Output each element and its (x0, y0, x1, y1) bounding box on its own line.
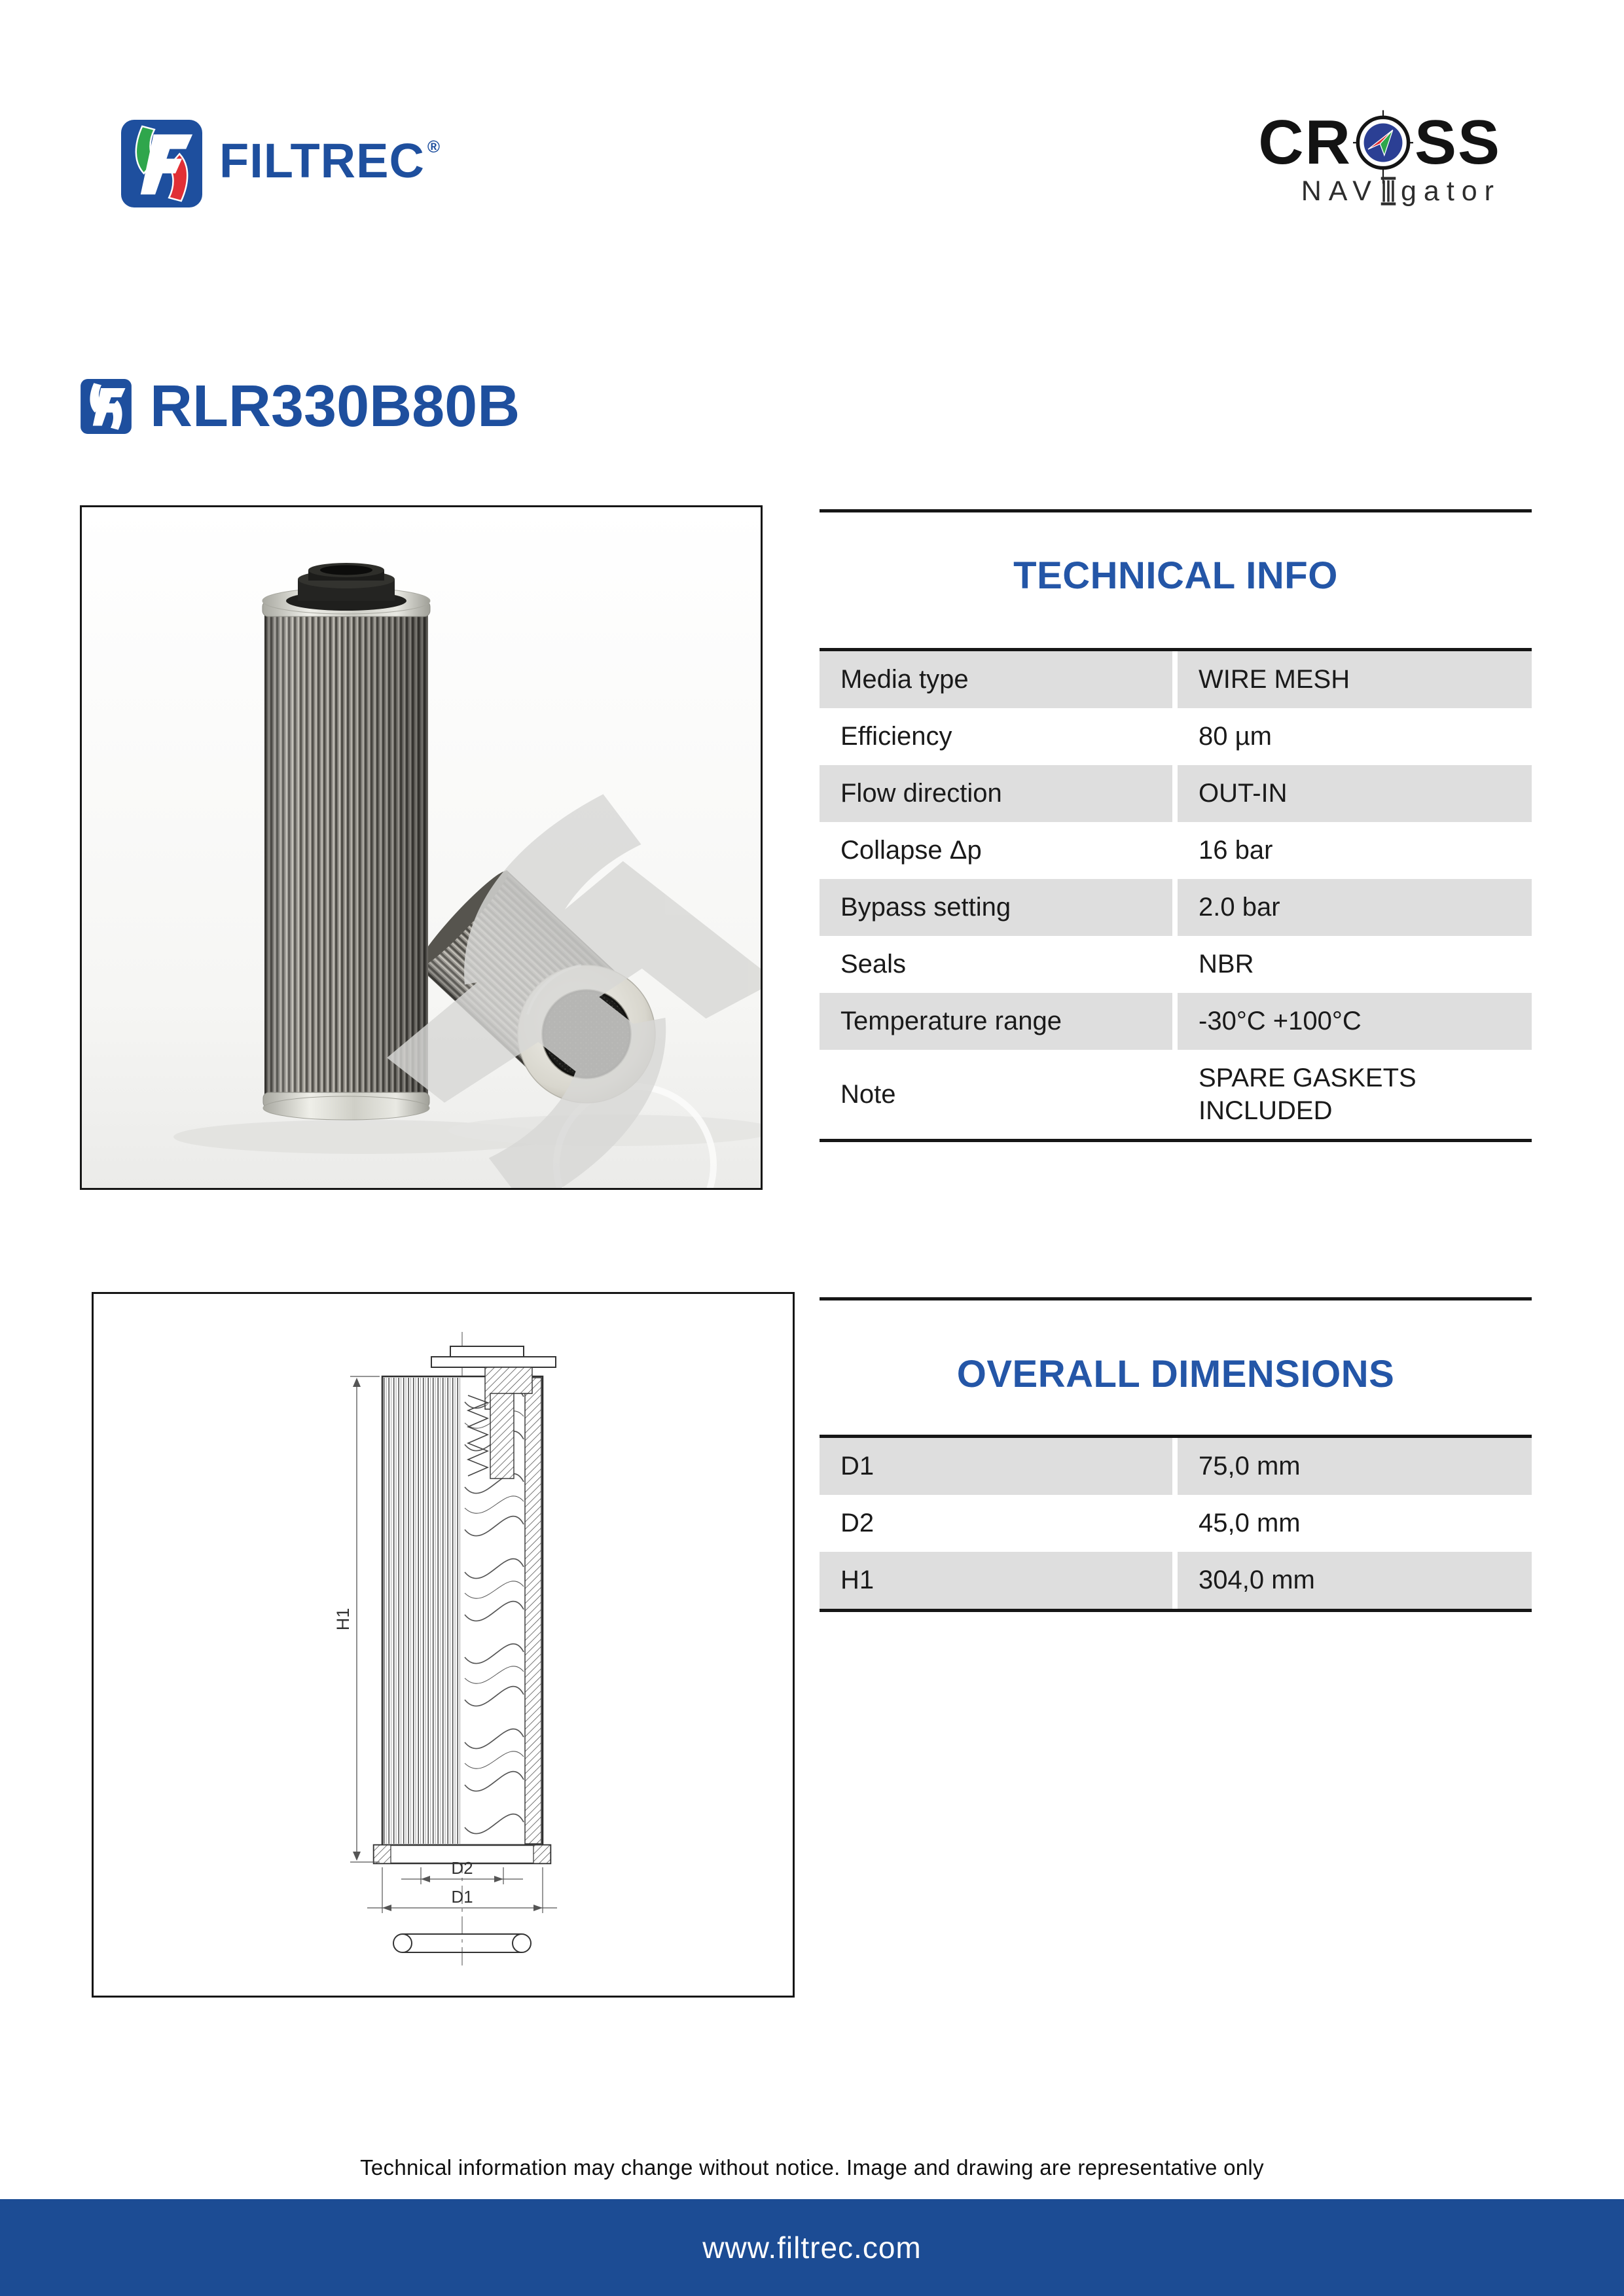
column-divider (1172, 879, 1178, 936)
column-divider (1172, 651, 1178, 708)
table-row (820, 1552, 1532, 1609)
table-row (820, 651, 1532, 708)
product-photo-frame (80, 505, 763, 1190)
gator-text: gator (1400, 175, 1501, 207)
cross-wordmark (1258, 107, 1501, 177)
row-label: Efficiency (840, 722, 952, 751)
technical-info-section (820, 509, 1532, 1142)
row-label: Media type (820, 651, 1172, 708)
row-value: 75,0 mm (1178, 1438, 1532, 1495)
navigator-wordmark (1301, 175, 1501, 207)
filtrec-wordmark (219, 134, 441, 188)
column-divider (1172, 708, 1178, 765)
row-label: Bypass setting (820, 879, 1172, 936)
footer-bar (0, 2199, 1624, 2296)
table-row (820, 822, 1532, 879)
standing-filter-element (262, 563, 430, 1120)
row-label: D1 (820, 1438, 1172, 1495)
table-row (820, 1438, 1532, 1495)
filtrec-logo-icon (121, 120, 202, 207)
compass-icon (1353, 113, 1413, 173)
technical-drawing-frame (92, 1292, 795, 1998)
table-row (820, 1495, 1532, 1552)
product-code: RLR330B80B (150, 374, 520, 439)
technical-info-title: TECHNICAL INFO (1013, 554, 1338, 597)
table-row (820, 708, 1532, 765)
section-divider (820, 1297, 1532, 1300)
column-divider (1172, 936, 1178, 993)
website-link[interactable]: www.filtrec.com (702, 2231, 922, 2265)
column-divider (1172, 765, 1178, 822)
product-title-row (81, 374, 520, 439)
cross-right-text: SS (1414, 107, 1501, 177)
cross-left-text: CR (1258, 107, 1352, 177)
column-divider (1172, 1552, 1178, 1609)
row-label: Flow direction (820, 765, 1172, 822)
pillar-icon (1380, 175, 1397, 207)
section-divider (820, 509, 1532, 512)
registered-trademark-icon: ® (427, 137, 441, 156)
row-label: Temperature range (820, 993, 1172, 1050)
row-value: NBR (1199, 950, 1254, 979)
product-code-icon (81, 379, 132, 434)
table-row (820, 936, 1532, 993)
row-value: 2.0 bar (1178, 879, 1532, 936)
row-value: -30°C +100°C (1178, 993, 1532, 1050)
column-divider (1172, 1495, 1178, 1552)
column-divider (1172, 1050, 1178, 1139)
row-value: WIRE MESH (1178, 651, 1532, 708)
filtrec-logo (121, 120, 441, 207)
row-label: D2 (840, 1509, 875, 1538)
disclaimer-text: Technical information may change without notice. Image and drawing are representative only (360, 2155, 1264, 2179)
row-value: 80 µm (1199, 722, 1272, 751)
table-row (820, 765, 1532, 822)
overall-dimensions-table (820, 1435, 1532, 1612)
nav-text: NAV (1301, 175, 1379, 207)
row-label: Seals (840, 950, 907, 979)
h1-dimension (350, 1376, 380, 1862)
row-label: Collapse Δp (840, 836, 982, 865)
row-value: 45,0 mm (1199, 1509, 1301, 1538)
d1-label: D1 (451, 1887, 473, 1907)
row-label: Note (840, 1079, 896, 1109)
column-divider (1172, 1438, 1178, 1495)
row-value: 16 bar (1199, 836, 1273, 865)
d2-label: D2 (451, 1858, 473, 1878)
row-value: SPARE GASKETS INCLUDED (1199, 1063, 1416, 1125)
row-label: H1 (820, 1552, 1172, 1609)
table-row (820, 879, 1532, 936)
overall-dimensions-title: OVERALL DIMENSIONS (956, 1353, 1395, 1395)
filtrec-text: FILTREC (219, 134, 425, 188)
row-value: 304,0 mm (1178, 1552, 1532, 1609)
table-row (820, 993, 1532, 1050)
cross-navigator-logo (1258, 107, 1501, 207)
technical-drawing (94, 1294, 793, 1996)
h1-label: H1 (333, 1607, 353, 1631)
column-divider (1172, 993, 1178, 1050)
table-row (820, 1050, 1532, 1139)
product-photo (82, 507, 761, 1188)
column-divider (1172, 822, 1178, 879)
technical-info-table (820, 648, 1532, 1142)
row-value: OUT-IN (1178, 765, 1532, 822)
overall-dimensions-section (820, 1297, 1532, 1612)
